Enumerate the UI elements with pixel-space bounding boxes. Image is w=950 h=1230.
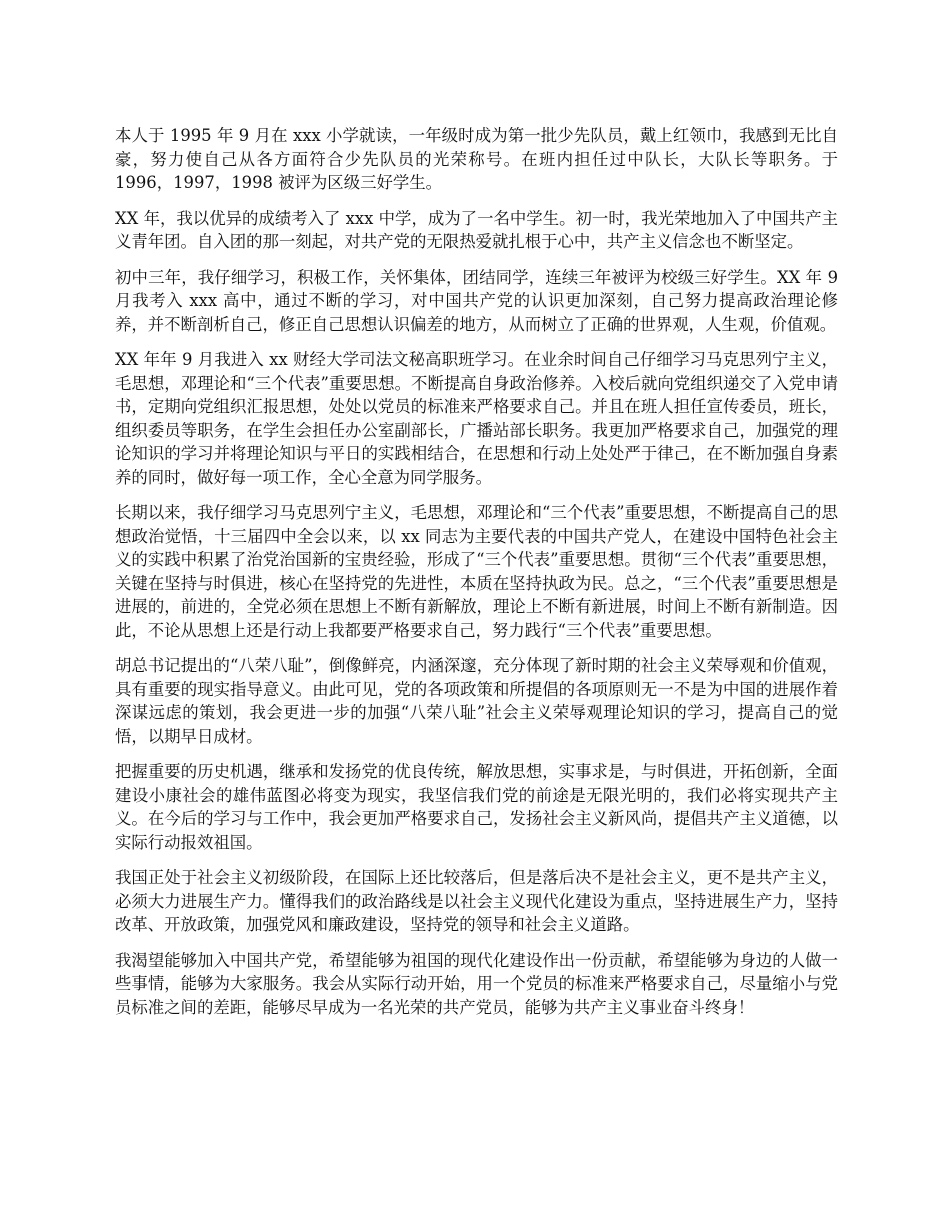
- paragraph-4: XX 年年 9 月我进入 xx 财经大学司法文秘高职班学习。在业余时间自己仔细学习马克思列宁主义，毛思想，邓理论和“三个代表”重要思想。不断提高自身政治修养。入校后就向党组织递交了入党申请书，定期向党组织汇报思想，处处以党员的标准来严格要求自己。并且在班人担任宣传委员，班长，组织委员等职务，在学生会担任办公室副部长，广播站部长职务。我更加严格要求自己，加强党的理论知识的学习并将理论知识与平日的实践相结合，在思想和行动上处处严于律己，在不断加强自身素养的同时，做好每一项工作，全心全意为同学服务。: [115, 350, 838, 487]
- document-body: [115, 124, 838, 1031]
- paragraph-9: 我渴望能够加入中国共产党，希望能够为祖国的现代化建设作出一份贡献，希望能够为身边的人做一些事情，能够为大家服务。我会从实际行动开始，用一个党员的标准来严格要求自己，尽量缩小与党员标准之间的差距，能够尽早成为一名光荣的共产党员，能够为共产主义事业奋斗终身！: [115, 950, 838, 1017]
- paragraph-5: 长期以来，我仔细学习马克思列宁主义，毛思想，邓理论和“三个代表”重要思想，不断提高自己的思想政治觉悟，十三届四中全会以来，以 xx 同志为主要代表的中国共产党人，在建设中国特色社会主义的实践中积累了治党治国新的宝贵经验，形成了“三个代表”重要思想。贯彻“三个代表”重要思想，关键在坚持与时俱进，核心在坚持党的先进性，本质在坚持执政为民。总之，“三个代表”重要思想是进展的，前进的，全党必须在思想上不断有新解放，理论上不断有新进展，时间上不断有新制造。因此，不论从思想上还是行动上我都要严格要求自己，努力践行“三个代表”重要思想。: [115, 503, 838, 640]
- paragraph-3: 初中三年，我仔细学习，积极工作，关怀集体，团结同学，连续三年被评为校级三好学生。XX 年 9 月我考入 xxx 高中，通过不断的学习，对中国共产党的认识更加深刻，自己努力提高政治理论修养，并不断剖析自己，修正自己思想认识偏差的地方，从而树立了正确的世界观，人生观，价值观。: [115, 267, 838, 334]
- paragraph-7: 把握重要的历史机遇，继承和发扬党的优良传统，解放思想，实事求是，与时俱进，开拓创新，全面建设小康社会的雄伟蓝图必将变为现实，我坚信我们党的前途是无限光明的，我们必将实现共产主义。在今后的学习与工作中，我会更加严格要求自己，发扬社会主义新风尚，提倡共产主义道德，以实际行动报效祖国。: [115, 762, 838, 852]
- paragraph-2: XX 年，我以优异的成绩考入了 xxx 中学，成为了一名中学生。初一时，我光荣地加入了中国共产主义青年团。自入团的那一刻起，对共产党的无限热爱就扎根于心中，共产主义信念也不断坚定。: [115, 208, 838, 251]
- paragraph-1: 本人于 1995 年 9 月在 xxx 小学就读，一年级时成为第一批少先队员，戴上红领巾，我感到无比自豪，努力使自己从各方面符合少先队员的光荣称号。在班内担任过中队长，大队长等职务。于 1996，1997，1998 被评为区级三好学生。: [115, 126, 838, 192]
- paragraph-6: 胡总书记提出的“八荣八耻”，倒像鲜亮，内涵深邃，充分体现了新时期的社会主义荣辱观和价值观，具有重要的现实指导意义。由此可见，党的各项政策和所提倡的各项原则无一不是为中国的进展作着深谋远虑的策划，我会更进一步的加强“八荣八耻”社会主义荣辱观理论知识的学习，提高自己的觉悟，以期早日成材。: [115, 656, 838, 746]
- paragraph-8: 我国正处于社会主义初级阶段，在国际上还比较落后，但是落后决不是社会主义，更不是共产主义，必须大力进展生产力。懂得我们的政治路线是以社会主义现代化建设为重点，坚持进展生产力，坚持改革、开放政策，加强党风和廉政建设，坚持党的领导和社会主义道路。: [115, 868, 838, 934]
